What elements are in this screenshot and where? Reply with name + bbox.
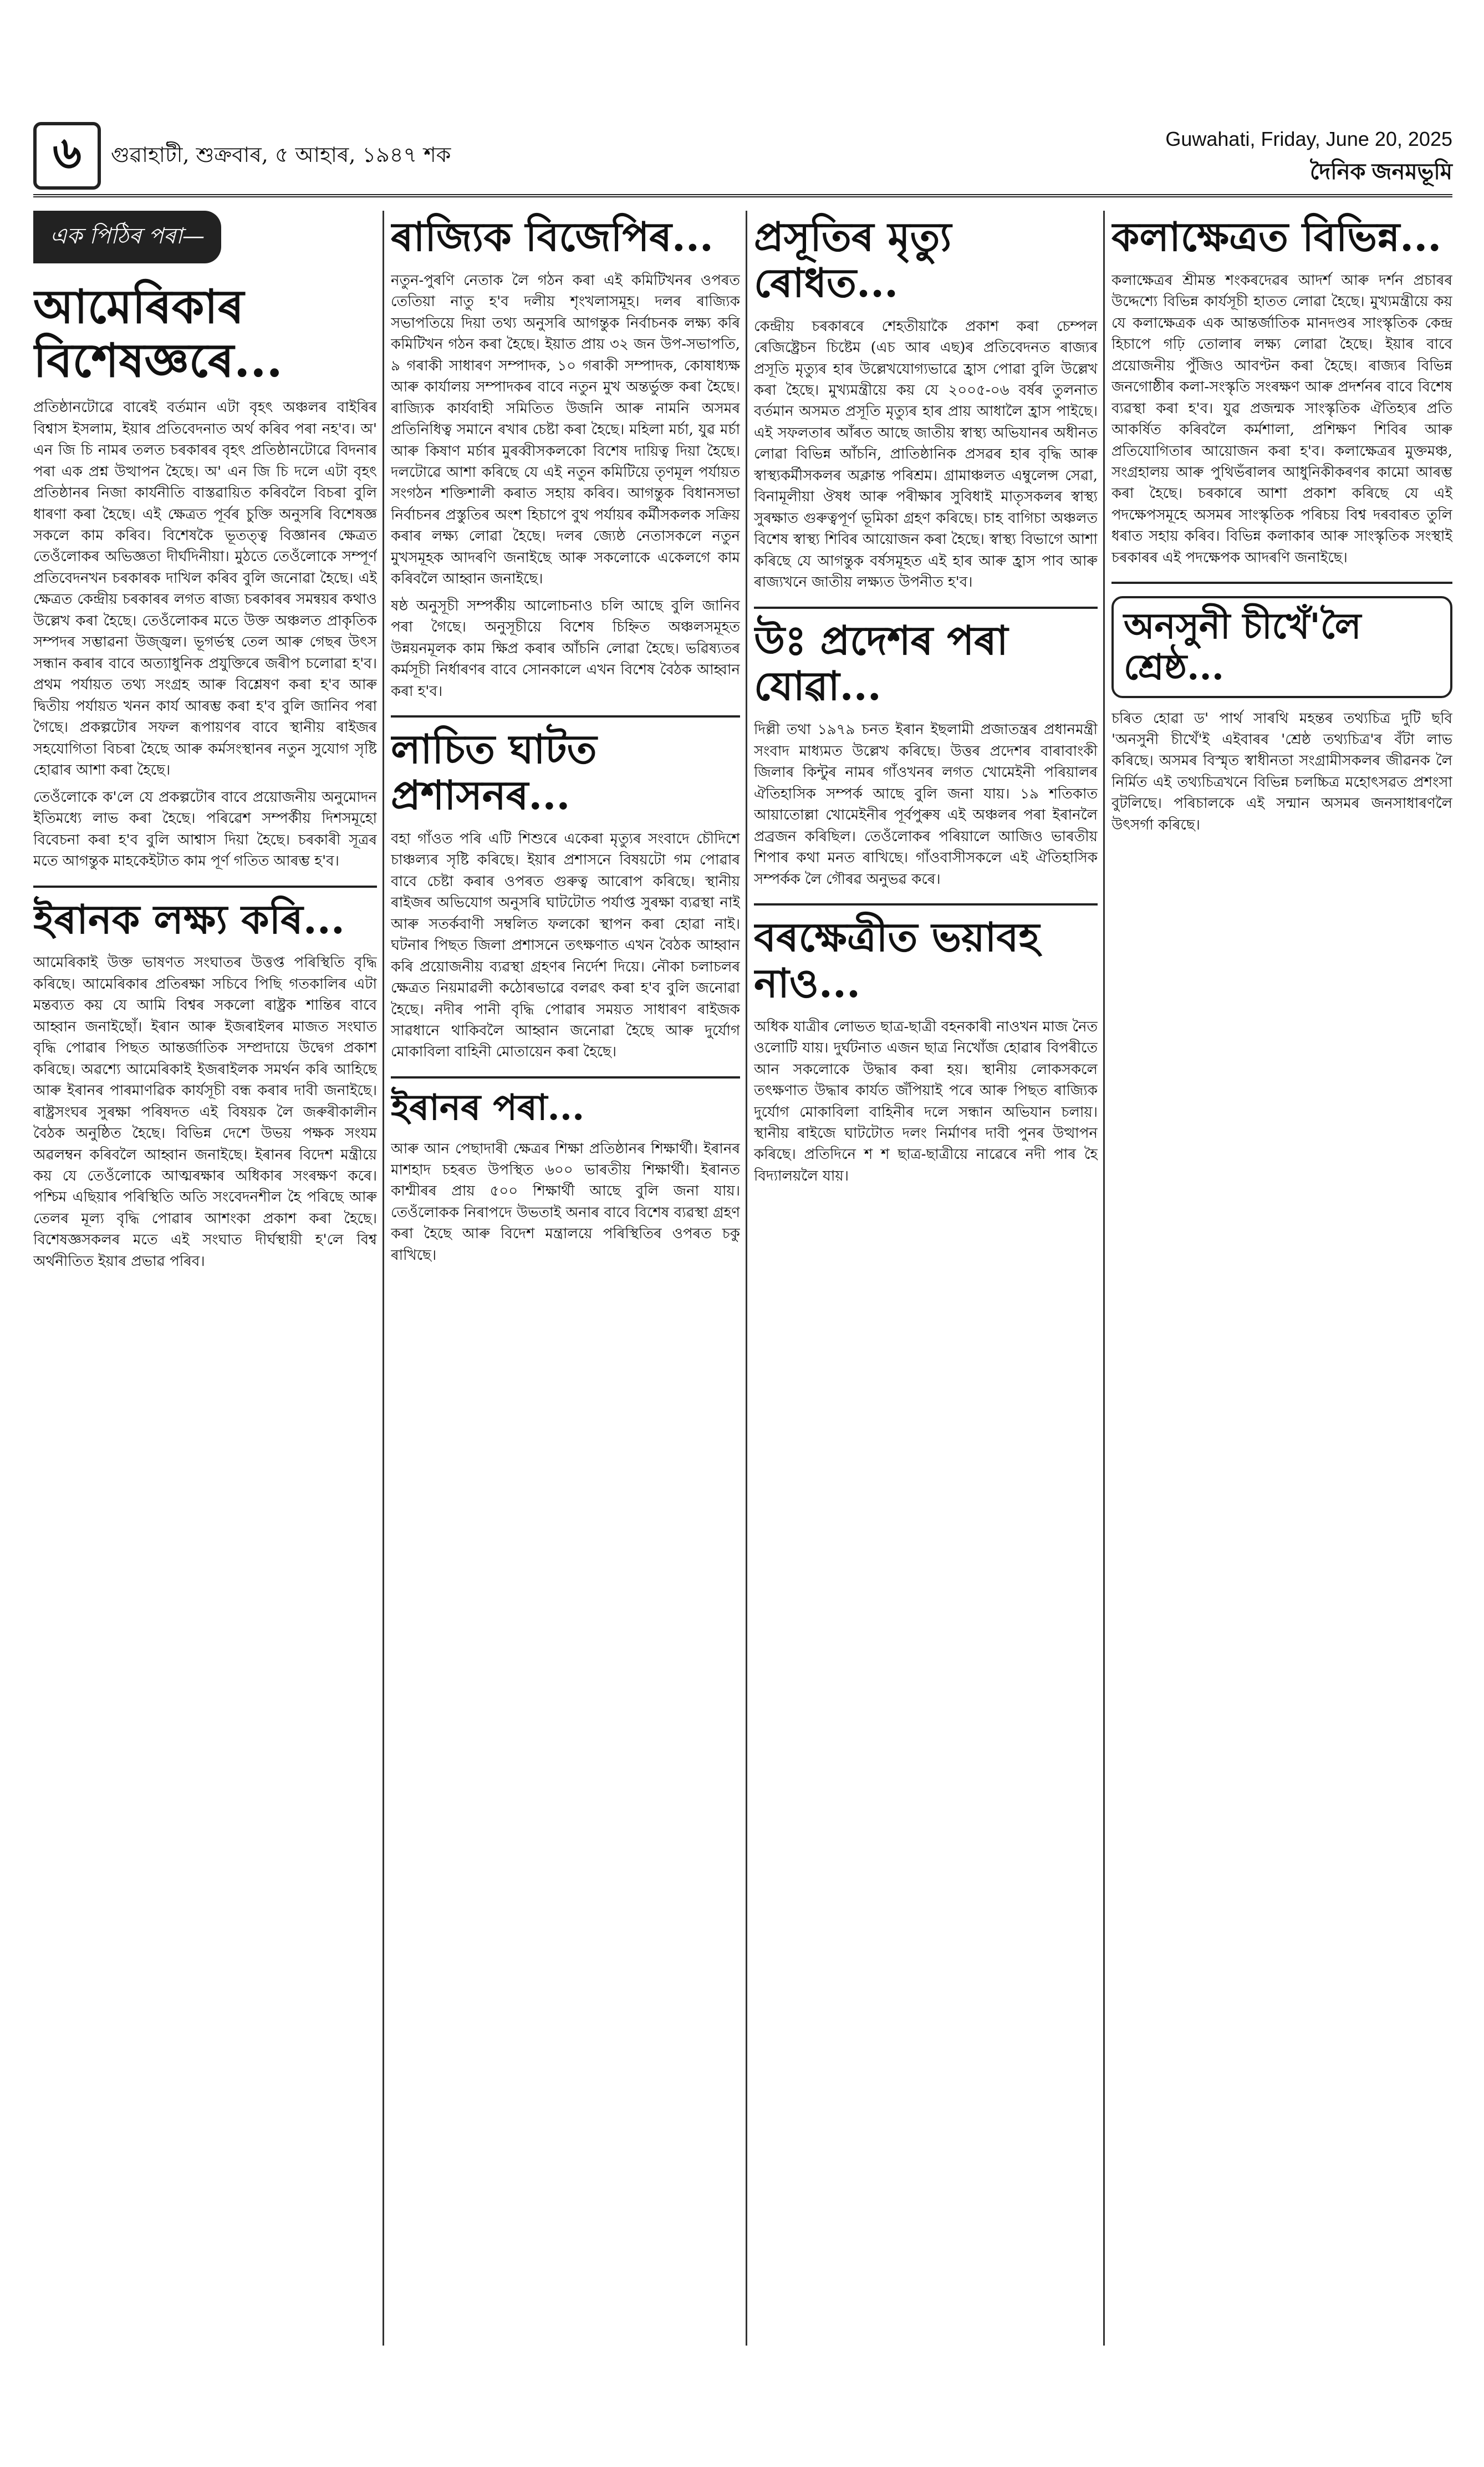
headline: অনসুনী চীখেঁ'লৈ শ্ৰেষ্ঠ...	[1111, 596, 1452, 698]
article-body: কেন্দ্ৰীয় চৰকাৰৰে শেহতীয়াকৈ প্ৰকাশ কৰা চেম্পল ৰেজিষ্ট্ৰেচন চিষ্টেম (এচ আৰ এছ)ৰ প্ৰতিবেদনত ৰাজ্যৰ প্ৰসূতি মৃত্যুৰ হাৰ উল্লেখযোগ্যভাৱে হ্ৰাস পোৱা বুলি উল্লেখ কৰা হৈছে। মুখ্যমন্ত্ৰীয়ে কয় যে ২০০৫-০৬ বৰ্ষৰ তুলনাত বৰ্তমান অসমত প্ৰসূতি মৃত্যুৰ হাৰ প্ৰায় আধালৈ হ্ৰাস পাইছে। এই সফলতাৰ আঁৰত আছে জাতীয় স্বাস্থ্য অভিযানৰ অধীনত লোৱা বিভিন্ন আঁচনি, প্ৰাতিষ্ঠানিক প্ৰসৱৰ হাৰ বৃদ্ধি আৰু স্বাস্থ্যকৰ্মীসকলৰ অক্লান্ত পৰিশ্ৰম। গ্ৰামাঞ্চলত এম্বুলেন্স সেৱা, বিনামূলীয়া ঔষধ আৰু পৰীক্ষাৰ সুবিধাই মাতৃসকলৰ স্বাস্থ্য সুৰক্ষাত গুৰুত্বপূৰ্ণ ভূমিকা গ্ৰহণ কৰিছে। চাহ বাগিচা অঞ্চলত বিশেষ স্বাস্থ্য শিবিৰ আয়োজন কৰা হৈছে। স্বাস্থ্য বিভাগে আশা কৰিছে যে আগন্তুক বৰ্ষসমূহত এই হাৰ আৰু হ্ৰাস পাব আৰু ৰাজ্যখনে জাতীয় লক্ষ্যত উপনীত হ'ব।	[754, 318, 1098, 591]
article-lachit-ghat	[391, 726, 740, 1063]
page-number: ৬	[33, 122, 101, 190]
column-2	[391, 211, 740, 2346]
article-body: কলাক্ষেত্ৰৰ শ্ৰীমন্ত শংকৰদেৱৰ আদৰ্শ আৰু দৰ্শন প্ৰচাৰৰ উদ্দেশ্যে বিভিন্ন কাৰ্যসূচী হাতত লোৱা হৈছে। মুখ্যমন্ত্ৰীয়ে কয় যে কলাক্ষেত্ৰক এক আন্তৰ্জাতিক মানদণ্ডৰ সাংস্কৃতিক কেন্দ্ৰ হিচাপে গঢ়ি তোলাৰ লক্ষ্য লোৱা হৈছে। ইয়াৰ বাবে প্ৰয়োজনীয় পুঁজিও আবণ্টন কৰা হৈছে। ৰাজ্যৰ বিভিন্ন জনগোষ্ঠীৰ কলা-সংস্কৃতি সংৰক্ষণ আৰু প্ৰদৰ্শনৰ বাবে বিশেষ ব্যৱস্থা কৰা হ'ব। যুৱ প্ৰজন্মক সাংস্কৃতিক ঐতিহ্যৰ প্ৰতি আকৰ্ষিত কৰিবলৈ কৰ্মশালা, প্ৰশিক্ষণ শিবিৰ আৰু প্ৰতিযোগিতাৰ আয়োজন কৰা হ'ব। কলাক্ষেত্ৰৰ মুক্তমঞ্চ, সংগ্ৰহালয় আৰু পুথিভঁৰালৰ আধুনিকীকৰণৰ কামো আৰম্ভ কৰা হৈছে। চৰকাৰে আশা প্ৰকাশ কৰিছে যে এই পদক্ষেপসমূহে অসমৰ সাংস্কৃতিক পৰিচয় বিশ্ব দৰবাৰত তুলি ধৰাত সহায় কৰিব। বিভিন্ন কলাকাৰ আৰু সাংস্কৃতিক সংস্থাই চৰকাৰৰ এই পদক্ষেপক আদৰণি জনাইছে।	[1111, 272, 1452, 566]
section-separator	[391, 1076, 740, 1079]
article-body: চৰিত হোৱা ড' পাৰ্থ সাৰথি মহন্তৰ তথ্যচিত্ৰ দুটি ছবি 'অনসুনী চীখেঁ'ই এইবাৰৰ 'শ্ৰেষ্ঠ তথ্যচিত্ৰ'ৰ বঁটা লাভ কৰিছে। অসমৰ বিস্মৃত স্বাধীনতা সংগ্ৰামীসকলৰ জীৱনক লৈ নিৰ্মিত এই তথ্যচিত্ৰখনে বিভিন্ন চলচ্চিত্ৰ মহোৎসৱত প্ৰশংসা বুটলিছে। পৰিচালকে এই সন্মান অসমৰ জনসাধাৰণলৈ উৎসৰ্গা কৰিছে।	[1111, 710, 1452, 833]
article-body: তেওঁলোকে ক'লে যে প্ৰকল্পটোৰ বাবে প্ৰয়োজনীয় অনুমোদন ইতিমধ্যে লাভ কৰা হৈছে। পৰিৱেশ সম্পৰ্কীয় দিশসমূহো বিবেচনা কৰা হ'ব বুলি আশ্বাস দিয়া হৈছে। চৰকাৰী সূত্ৰৰ মতে আগন্তুক মাহকেইটাত কাম পূৰ্ণ গতিত আৰম্ভ হ'ব।	[33, 789, 377, 870]
column-1	[33, 211, 377, 2346]
column-4	[1111, 211, 1452, 2346]
article-documentary	[1111, 593, 1452, 836]
article-body: দিল্লী তথা ১৯৭৯ চনত ইৰান ইছলামী প্ৰজাতন্ত্ৰৰ প্ৰধানমন্ত্ৰী সংবাদ মাধ্যমত উল্লেখ কৰিছে। উত্তৰ প্ৰদেশৰ বাৰাবাংকী জিলাৰ কিন্টুৰ নামৰ গাঁওখনৰ লগত খোমেইনী পৰিয়ালৰ ঐতিহাসিক সম্পৰ্ক আছে বুলি জনা যায়। ১৯ শতিকাত আয়াতোল্লা খোমেইনীৰ পূৰ্বপুৰুষ এই অঞ্চলৰ পৰা ইৰানলৈ প্ৰব্ৰজন কৰিছিল। তেওঁলোকৰ পৰিয়ালে আজিও ভাৰতীয় শিপাৰ কথা মনত ৰাখিছে। গাঁওবাসীসকলে এই ঐতিহাসিক সম্পৰ্কক লৈ গৌৰৱ অনুভৱ কৰে।	[754, 721, 1098, 888]
headline: বৰক্ষেত্ৰীত ভয়াবহ নাও...	[754, 913, 1040, 1006]
headline: ৰাজ্যিক বিজেপিৰ...	[391, 213, 713, 260]
headline: লাচিত ঘাটত প্ৰশাসনৰ...	[391, 725, 597, 818]
article-uttar-pradesh	[754, 618, 1098, 890]
article-state-bjp	[391, 214, 740, 702]
headline: ইৰানক লক্ষ্য কৰি...	[33, 895, 345, 943]
article-body: প্ৰতিষ্ঠানটোৱে বাৰেই বৰ্তমান এটা বৃহৎ অঞ্চলৰ বাইৰিৰ বিশ্বাস ইসলাম, ইয়াৰ প্ৰতিবেদনাত অৰ্থ কৰিব পৰা নহ'ব। অ' এন জি চি নামৰ তলত চৰকাৰৰ বৃহৎ প্ৰতিষ্ঠানটোৱে বিদনাৰ পৰা এক প্ৰশ্ন উত্থাপন হৈছে। অ' এন জি চি দলে এটা বৃহৎ প্ৰতিষ্ঠানৰ নিজা কাৰ্যনীতি বাস্তৱায়িত কৰিবলৈ বিচৰা বুলি ধাৰণা কৰা হৈছে। এই ক্ষেত্ৰত পূৰ্বৰ চুক্তি অনুসৰি বিশেষজ্ঞ সকলে কাম কৰিব। বিশেষকৈ ভূতত্ত্ব বিজ্ঞানৰ ক্ষেত্ৰত তেওঁলোকৰ অভিজ্ঞতা দীৰ্ঘদিনীয়া। মুঠতে তেওঁলোকে সম্পূৰ্ণ প্ৰতিবেদনখন চৰকাৰক দাখিল কৰিব বুলি জনোৱা হৈছে। এই ক্ষেত্ৰত কেন্দ্ৰীয় চৰকাৰৰ লগত ৰাজ্য চৰকাৰৰ সমন্বয়ৰ কথাও উল্লেখ কৰা হৈছে। তেওঁলোকৰ মতে উক্ত অঞ্চলত প্ৰাকৃতিক সম্পদৰ সম্ভাৱনা উজ্জ্বল। ভূগৰ্ভস্থ তেল আৰু গেছৰ উৎস সন্ধান কৰাৰ বাবে অত্যাধুনিক প্ৰযুক্তিৰে জৰীপ চলোৱা হ'ব। প্ৰথম পৰ্যায়ত তথ্য সংগ্ৰহ আৰু বিশ্লেষণ কৰা হ'ব আৰু দ্বিতীয় পৰ্যায়ত খনন কাৰ্য আৰম্ভ কৰা হ'ব বুলি জানিব পৰা গৈছে। প্ৰকল্পটোৰ সফল ৰূপায়ণৰ বাবে স্থানীয় ৰাইজৰ সহযোগিতা বিচৰা হৈছে আৰু কৰ্মসংস্থানৰ নতুন সুযোগ সৃষ্টি হোৱাৰ আশা কৰা হৈছে।	[33, 399, 377, 779]
article-body: আমেৰিকাই উক্ত ভাষণত সংঘাতৰ উত্তপ্ত পৰিস্থিতি বৃদ্ধি কৰিছে। আমেৰিকাৰ প্ৰতিৰক্ষা সচিবে পিছি গতকালিৰ এটা মন্তব্যত কয় যে আমি বিশ্বৰ সকলো ৰাষ্ট্ৰক শান্তিৰ বাবে আহ্বান জনাইছোঁ। ইৰান আৰু ইজৰাইলৰ মাজত সংঘাত বৃদ্ধি পোৱাৰ পিছত আন্তৰ্জাতিক সম্প্ৰদায়ে উদ্বেগ প্ৰকাশ কৰিছে। অৱশ্যে আমেৰিকাই ইজৰাইলক সমৰ্থন কৰি আহিছে আৰু ইৰানৰ পাৰমাণৱিক কাৰ্যসূচী বন্ধ কৰাৰ দাবী জনাইছে। ৰাষ্ট্ৰসংঘৰ সুৰক্ষা পৰিষদত এই বিষয়ক লৈ জৰুৰীকালীন বৈঠক অনুষ্ঠিত হৈছে। বিভিন্ন দেশে উভয় পক্ষক সংযম অৱলম্বন কৰিবলৈ আহ্বান জনাইছে। ইৰানৰ বিদেশ মন্ত্ৰীয়ে কয় যে তেওঁলোকে আত্মৰক্ষাৰ অধিকাৰ সংৰক্ষণ কৰে। পশ্চিম এছিয়াৰ পৰিস্থিতি অতি সংবেদনশীল হৈ পৰিছে আৰু তেলৰ মূল্য বৃদ্ধি পোৱাৰ আশংকা প্ৰকাশ কৰা হৈছে। বিশেষজ্ঞসকলৰ মতে এই সংঘাত দীৰ্ঘস্থায়ী হ'লে বিশ্ব অৰ্থনীতিত ইয়াৰ প্ৰভাৱ পৰিব।	[33, 954, 377, 1270]
headline: কলাক্ষেত্ৰত বিভিন্ন...	[1111, 213, 1442, 260]
headline: প্ৰসূতিৰ মৃত্যু ৰোধত...	[754, 213, 952, 306]
date-line-assamese: গুৱাহাটী, শুক্ৰবাৰ, ৫ আহাৰ, ১৯৪৭ শক	[111, 143, 451, 167]
date-line-english: Guwahati, Friday, June 20, 2025	[1165, 128, 1452, 150]
header-right	[1165, 128, 1452, 191]
article-iran-target	[33, 897, 377, 1273]
article-body: আৰু আন পেছাদাৰী ক্ষেত্ৰৰ শিক্ষা প্ৰতিষ্ঠানৰ শিক্ষাৰ্থী। ইৰানৰ মাশহাদ চহৰত উপস্থিত ৬০০ ভাৰতীয় শিক্ষাৰ্থী। ইৰানত কাশ্মীৰৰ প্ৰায় ৫০০ শিক্ষাৰ্থী আছে বুলি জনা যায়। তেওঁলোকক নিৰাপদে উভতাই অনাৰ বাবে বিশেষ ব্যৱস্থা গ্ৰহণ কৰা হৈছে আৰু বিদেশ মন্ত্ৰালয়ে পৰিস্থিতিৰ ওপৰত চকু ৰাখিছে।	[391, 1140, 740, 1264]
article-american-experts	[33, 280, 377, 872]
column-divider	[1103, 211, 1105, 2346]
article-body: অধিক যাত্ৰীৰ লোভত ছাত্ৰ-ছাত্ৰী বহনকাৰী নাওখন মাজ নৈত ওলোটি যায়। দুৰ্ঘটনাত এজন ছাত্ৰ নিখোঁজ হোৱাৰ বিপৰীতে আন সকলোকে উদ্ধাৰ কৰা হয়। স্থানীয় লোকসকলে তৎক্ষণাত উদ্ধাৰ কাৰ্যত জঁপিয়াই পৰে আৰু পিছত ৰাজ্যিক দুৰ্যোগ মোকাবিলা বাহিনীৰ দলে সন্ধান অভিযান চলায়। স্থানীয় ৰাইজে ঘাটটোত দলং নিৰ্মাণৰ দাবী পুনৰ উত্থাপন কৰিছে। প্ৰতিদিনে শ শ ছাত্ৰ-ছাত্ৰীয়ে নাৱেৰে নদী পাৰ হৈ বিদ্যালয়লৈ যায়।	[754, 1018, 1098, 1184]
section-separator	[754, 903, 1098, 906]
column-3	[754, 211, 1098, 2346]
headline: উঃ প্ৰদেশৰ পৰা যোৱা...	[754, 616, 1008, 710]
section-separator	[754, 607, 1098, 609]
article-body: ষষ্ঠ অনুসূচী সম্পৰ্কীয় আলোচনাও চলি আছে বুলি জানিব পৰা গৈছে। অনুসূচীয়ে বিশেষ চিহ্নিত অঞ্চলসমূহত উন্নয়নমূলক কাম ক্ষিপ্ৰ কৰাৰ আঁচনি লোৱা হৈছে। ভৱিষ্যতৰ কৰ্মসূচী নিৰ্ধাৰণৰ বাবে সোনকালে এখন বিশেষ বৈঠক আহ্বান কৰা হ'ব।	[391, 597, 740, 700]
headline: আমেৰিকাৰ বিশেষজ্ঞৰে...	[33, 279, 283, 388]
section-separator	[391, 715, 740, 718]
section-separator	[33, 886, 377, 888]
section-separator	[1111, 582, 1452, 584]
article-body: নতুন-পুৰণি নেতাক লৈ গঠন কৰা এই কমিটিখনৰ ওপৰত তেতিয়া নাতু হ'ব দলীয় শৃংখলাসমূহ। দলৰ ৰাজ্যিক সভাপতিয়ে দিয়া তথ্য অনুসৰি আগন্তুক নিৰ্বাচনক লক্ষ্য কৰি কমিটিখন গঠন কৰা হৈছে। ইয়াত প্ৰায় ৩২ জন উপ-সভাপতি, ৯ গৰাকী সাধাৰণ সম্পাদক, ১০ গৰাকী সম্পাদক, কোষাধ্যক্ষ আৰু কাৰ্যালয় সম্পাদকৰ বাবে নতুন মুখ অন্তৰ্ভুক্ত কৰা হৈছে। ৰাজ্যিক কাৰ্যবাহী সমিতিত উজনি আৰু নামনি অসমৰ প্ৰতিনিধিত্ব সমানে ৰখাৰ চেষ্টা কৰা হৈছে। মহিলা মৰ্চা, যুৱ মৰ্চা আৰু কিষাণ মৰ্চাৰ মুৰব্বীসকলকো বিশেষ দায়িত্ব দিয়া হৈছে। দলটোৱে আশা কৰিছে যে এই নতুন কমিটিয়ে তৃণমূল পৰ্যায়ত সংগঠন শক্তিশালী কৰাত সহায় কৰিব। আগন্তুক বিধানসভা নিৰ্বাচনৰ প্ৰস্তুতিৰ অংশ হিচাপে বুথ পৰ্যায়ৰ কৰ্মীসকলক সক্ৰিয় কৰাৰ লক্ষ্য লোৱা হৈছে। দলৰ জ্যেষ্ঠ নেতাসকলে নতুন মুখসমূহক আদৰণি জনাইছে আৰু সকলোকে একেলগে কাম কৰিবলৈ আহ্বান জনাইছে।	[391, 272, 740, 588]
article-maternal-mortality	[754, 214, 1098, 593]
column-divider	[746, 211, 747, 2346]
paper-name: দৈনিক জনমভূমি	[1310, 160, 1452, 184]
article-body: বহা গাঁওত পৰি এটি শিশুৰে একেৰা মৃত্যুৰ সংবাদে চৌদিশে চাঞ্চল্যৰ সৃষ্টি কৰিছে। ইয়াৰ প্ৰশাসনে বিষয়টো গম পোৱাৰ বাবে চেষ্টা কৰাৰ ওপৰত গুৰুত্ব আৰোপ কৰিছে। স্থানীয় ৰাইজৰ অভিযোগ অনুসৰি ঘাটটোত পৰ্যাপ্ত সুৰক্ষা ব্যৱস্থা নাই আৰু সতৰ্কবাণী সম্বলিত ফলকো স্থাপন কৰা হোৱা নাই। ঘটনাৰ পিছত জিলা প্ৰশাসনে তৎক্ষণাত এখন বৈঠক আহ্বান কৰি প্ৰয়োজনীয় ব্যৱস্থা গ্ৰহণৰ নিৰ্দেশ দিয়ে। নৌকা চলাচলৰ ক্ষেত্ৰত নিয়মাৱলী কঠোৰভাৱে বলৱৎ কৰা হ'ব বুলি জনোৱা হৈছে। নদীৰ পানী বৃদ্ধি পোৱাৰ সময়ত সাধাৰণ ৰাইজক সাৱধানে থাকিবলৈ আহ্বান জনোৱা হৈছে আৰু দুৰ্যোগ মোকাবিলা বাহিনী মোতায়েন কৰা হৈছে।	[391, 830, 740, 1061]
article-from-iran	[391, 1087, 740, 1266]
headline: ইৰানৰ পৰা...	[391, 1086, 585, 1128]
article-boat-accident	[754, 914, 1098, 1187]
article-kalakshetra	[1111, 214, 1452, 568]
masthead	[33, 122, 1452, 197]
continued-kicker: এক পিঠিৰ পৰা—	[33, 211, 221, 263]
column-divider	[383, 211, 384, 2346]
